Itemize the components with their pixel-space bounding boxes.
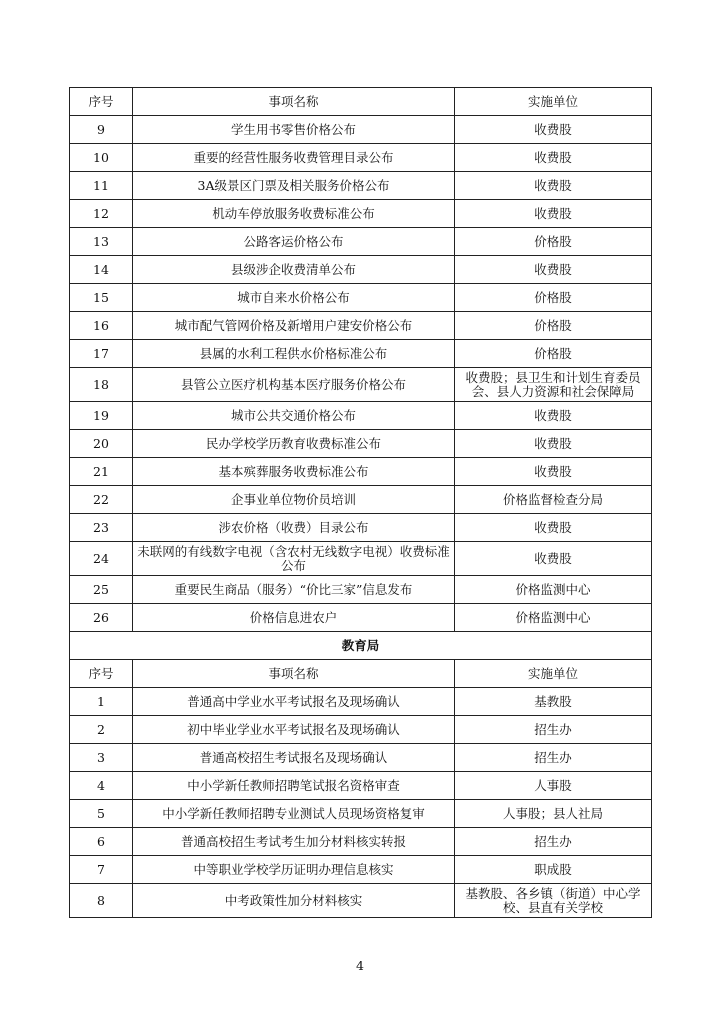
cell-item-name: 重要民生商品（服务）“价比三家”信息发布 — [133, 576, 455, 604]
cell-item-name: 民办学校学历教育收费标准公布 — [133, 430, 455, 458]
cell-index: 20 — [70, 430, 133, 458]
cell-item-name: 中考政策性加分材料核实 — [133, 884, 455, 918]
cell-index: 14 — [70, 256, 133, 284]
cell-item-name: 县管公立医疗机构基本医疗服务价格公布 — [133, 368, 455, 402]
cell-item-name: 涉农价格（收费）目录公布 — [133, 514, 455, 542]
header-cell: 实施单位 — [455, 88, 652, 116]
section-row — [70, 632, 652, 660]
cell-index: 23 — [70, 514, 133, 542]
cell-unit: 收费股 — [455, 116, 652, 144]
cell-unit: 基教股 — [455, 688, 652, 716]
cell-item-name: 公路客运价格公布 — [133, 228, 455, 256]
header-row — [70, 660, 652, 688]
cell-item-name: 普通高校招生考试考生加分材料核实转报 — [133, 828, 455, 856]
table-row — [70, 172, 652, 200]
table-row — [70, 514, 652, 542]
cell-item-name: 城市公共交通价格公布 — [133, 402, 455, 430]
cell-unit: 价格股 — [455, 284, 652, 312]
cell-index: 6 — [70, 828, 133, 856]
header-cell: 序号 — [70, 660, 133, 688]
cell-item-name: 价格信息进农户 — [133, 604, 455, 632]
table-row — [70, 312, 652, 340]
cell-item-name: 重要的经营性服务收费管理目录公布 — [133, 144, 455, 172]
cell-index: 13 — [70, 228, 133, 256]
table-row — [70, 688, 652, 716]
cell-unit: 价格监测中心 — [455, 576, 652, 604]
table-row — [70, 340, 652, 368]
cell-unit: 基教股、各乡镇（街道）中心学校、县直有关学校 — [455, 884, 652, 918]
table-row — [70, 256, 652, 284]
cell-index: 7 — [70, 856, 133, 884]
cell-index: 22 — [70, 486, 133, 514]
table-row — [70, 430, 652, 458]
cell-index: 3 — [70, 744, 133, 772]
cell-index: 12 — [70, 200, 133, 228]
cell-unit: 招生办 — [455, 828, 652, 856]
page-number: 4 — [356, 958, 364, 973]
cell-unit: 收费股 — [455, 256, 652, 284]
cell-unit: 收费股；县卫生和计划生育委员会、县人力资源和社会保障局 — [455, 368, 652, 402]
cell-item-name: 学生用书零售价格公布 — [133, 116, 455, 144]
table-row — [70, 542, 652, 576]
table-row — [70, 716, 652, 744]
cell-item-name: 基本殡葬服务收费标准公布 — [133, 458, 455, 486]
cell-index: 24 — [70, 542, 133, 576]
document-table — [69, 87, 652, 918]
table-row — [70, 368, 652, 402]
table-row — [70, 458, 652, 486]
cell-item-name: 中等职业学校学历证明办理信息核实 — [133, 856, 455, 884]
cell-index: 2 — [70, 716, 133, 744]
table-row — [70, 744, 652, 772]
cell-item-name: 县级涉企收费清单公布 — [133, 256, 455, 284]
cell-index: 8 — [70, 884, 133, 918]
cell-unit: 收费股 — [455, 458, 652, 486]
cell-unit: 价格股 — [455, 312, 652, 340]
table-row — [70, 116, 652, 144]
table-row — [70, 402, 652, 430]
cell-item-name: 未联网的有线数字电视（含农村无线数字电视）收费标准公布 — [133, 542, 455, 576]
table-row — [70, 884, 652, 918]
cell-item-name: 3A级景区门票及相关服务价格公布 — [133, 172, 455, 200]
cell-index: 4 — [70, 772, 133, 800]
cell-item-name: 初中毕业学业水平考试报名及现场确认 — [133, 716, 455, 744]
table-row — [70, 486, 652, 514]
cell-unit: 价格股 — [455, 340, 652, 368]
cell-unit: 职成股 — [455, 856, 652, 884]
cell-index: 10 — [70, 144, 133, 172]
cell-unit: 人事股；县人社局 — [455, 800, 652, 828]
cell-index: 19 — [70, 402, 133, 430]
table-row — [70, 144, 652, 172]
table-row — [70, 228, 652, 256]
table-row — [70, 200, 652, 228]
header-cell: 事项名称 — [133, 660, 455, 688]
cell-unit: 收费股 — [455, 514, 652, 542]
cell-item-name: 普通高中学业水平考试报名及现场确认 — [133, 688, 455, 716]
cell-unit: 招生办 — [455, 744, 652, 772]
cell-index: 18 — [70, 368, 133, 402]
cell-item-name: 中小学新任教师招聘笔试报名资格审查 — [133, 772, 455, 800]
cell-unit: 收费股 — [455, 542, 652, 576]
cell-index: 16 — [70, 312, 133, 340]
cell-unit: 收费股 — [455, 172, 652, 200]
header-cell: 序号 — [70, 88, 133, 116]
table-row — [70, 828, 652, 856]
cell-index: 21 — [70, 458, 133, 486]
cell-index: 9 — [70, 116, 133, 144]
cell-index: 15 — [70, 284, 133, 312]
cell-unit: 收费股 — [455, 144, 652, 172]
cell-index: 25 — [70, 576, 133, 604]
cell-item-name: 县属的水利工程供水价格标准公布 — [133, 340, 455, 368]
table-row — [70, 604, 652, 632]
table-row — [70, 576, 652, 604]
cell-item-name: 城市自来水价格公布 — [133, 284, 455, 312]
cell-item-name: 机动车停放服务收费标准公布 — [133, 200, 455, 228]
cell-unit: 价格监督检查分局 — [455, 486, 652, 514]
cell-item-name: 中小学新任教师招聘专业测试人员现场资格复审 — [133, 800, 455, 828]
cell-index: 1 — [70, 688, 133, 716]
cell-unit: 收费股 — [455, 402, 652, 430]
section-title: 教育局 — [70, 632, 652, 660]
cell-index: 5 — [70, 800, 133, 828]
cell-unit: 价格股 — [455, 228, 652, 256]
header-cell: 实施单位 — [455, 660, 652, 688]
cell-item-name: 城市配气管网价格及新增用户建安价格公布 — [133, 312, 455, 340]
cell-index: 17 — [70, 340, 133, 368]
cell-index: 26 — [70, 604, 133, 632]
header-row — [70, 88, 652, 116]
table-row — [70, 284, 652, 312]
cell-unit: 人事股 — [455, 772, 652, 800]
table-row — [70, 800, 652, 828]
cell-item-name: 企事业单位物价员培训 — [133, 486, 455, 514]
table-row — [70, 772, 652, 800]
cell-index: 11 — [70, 172, 133, 200]
cell-item-name: 普通高校招生考试报名及现场确认 — [133, 744, 455, 772]
cell-unit: 招生办 — [455, 716, 652, 744]
table-row — [70, 856, 652, 884]
header-cell: 事项名称 — [133, 88, 455, 116]
cell-unit: 收费股 — [455, 200, 652, 228]
cell-unit: 价格监测中心 — [455, 604, 652, 632]
cell-unit: 收费股 — [455, 430, 652, 458]
